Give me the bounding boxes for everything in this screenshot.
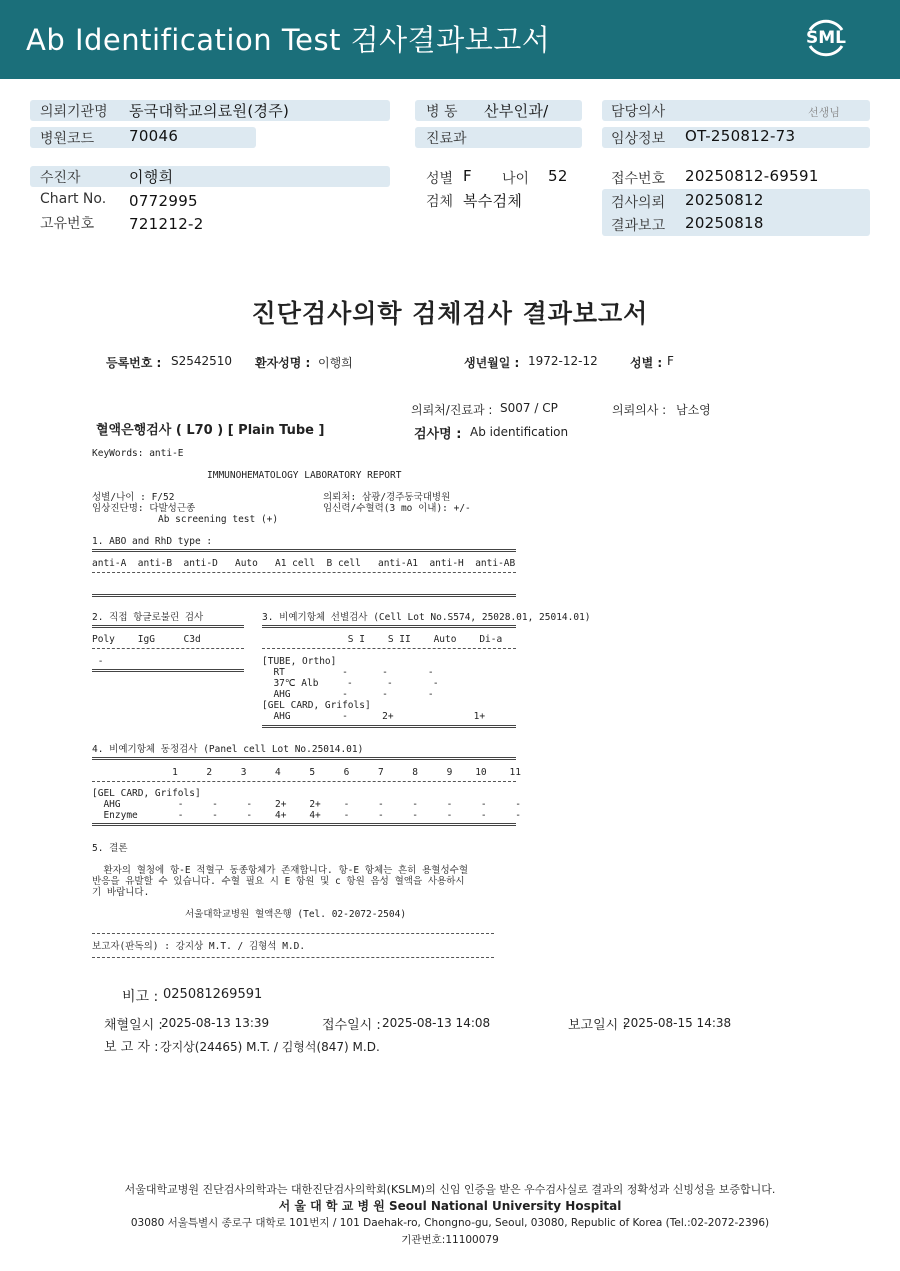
report-date-value: 20250818 (685, 214, 764, 232)
ward-label: 병 동 (426, 104, 458, 120)
collect-value: 2025-08-13 13:39 (161, 1016, 270, 1030)
sec3-row: [GEL CARD, Grifols] (262, 700, 371, 711)
report-date-label: 결과보고 (611, 218, 666, 234)
divider (92, 757, 516, 760)
sec2-header: Poly IgG C3d (92, 634, 201, 645)
page-title: Ab Identification Test 검사결과보고서 (26, 23, 551, 57)
divider (92, 549, 516, 552)
sec5-title: 5. 결론 (92, 843, 128, 854)
age-label: 나이 (502, 171, 530, 187)
reg-no-value: S2542510 (171, 354, 233, 368)
req-doctor-label: 의뢰의사 : (612, 403, 667, 417)
requester: 의뢰처: 삼광/경주동국대병원 (323, 492, 451, 503)
divider (262, 725, 516, 728)
sec2-value: - (92, 656, 104, 667)
doctor-label: 담당의사 (611, 104, 666, 120)
sec3-title: 3. 비예기항체 선별검사 (Cell Lot No.S574, 25028.01, 25014.01) (262, 612, 591, 623)
request-date-value: 20250812 (685, 191, 764, 209)
remark-value: 025081269591 (163, 987, 263, 1002)
pregnancy-history: 임신력/수혈력(3 mo 이내): +/- (323, 503, 471, 514)
dept-value: S007 / CP (500, 401, 558, 415)
report-time-value: 2025-08-15 14:38 (623, 1016, 732, 1030)
institution-value: 동국대학교의료원(경주) (129, 102, 290, 120)
dept-label: 의뢰처/진료과 : (411, 403, 493, 417)
req-doctor-value: 남소영 (676, 403, 711, 417)
patient-value: 이행희 (129, 168, 174, 186)
request-date-label: 검사의뢰 (611, 195, 666, 211)
divider (262, 625, 516, 628)
divider (92, 933, 494, 934)
header-bar (0, 0, 900, 79)
test-name-label: 검사명 : (414, 427, 462, 442)
address: 03080 서울특별시 종로구 대학로 101번지 / 101 Daehak-ro, Chongno-gu, Seoul, 03080, Republic of Korea (Tel.:02-2072-2396) (130, 1217, 770, 1229)
divider (92, 594, 516, 597)
divider (92, 648, 244, 649)
sec2-title: 2. 직접 항글로불린 검사 (92, 612, 204, 623)
sml-logo (802, 14, 850, 62)
report-sex-label: 성별 : (630, 356, 663, 370)
birth-value: 1972-12-12 (528, 354, 598, 368)
blood-bank: 서울대학교병원 혈액은행 (Tel. 02-2072-2504) (185, 909, 407, 920)
divider (262, 648, 516, 649)
clinical-info-value: OT-250812-73 (685, 127, 796, 145)
patient-label: 수진자 (40, 170, 81, 186)
divider (92, 957, 494, 958)
unique-no-label: 고유번호 (40, 216, 95, 232)
receipt-no-label: 접수번호 (611, 171, 666, 187)
specimen-label: 검체 (426, 194, 454, 210)
reporter-label: 보 고 자 : (104, 1040, 159, 1055)
receipt-no-value: 20250812-69591 (685, 167, 819, 185)
receipt-label: 접수일시 : (322, 1018, 381, 1033)
sec4-row: [GEL CARD, Grifols] (92, 788, 201, 799)
institution-label: 의뢰기관명 (40, 104, 108, 120)
sec4-title: 4. 비예기항체 동정검사 (Panel cell Lot No.25014.01) (92, 744, 364, 755)
sec4-row: Enzyme - - - 4+ 4+ - - - - - - (92, 810, 521, 821)
sex-label: 성별 (426, 171, 454, 187)
report-title: 진단검사의학 검체검사 결과보고서 (251, 299, 649, 328)
sec1-title: 1. ABO and RhD type : (92, 536, 213, 547)
test-group: 혈액은행검사 ( L70 ) [ Plain Tube ] (96, 423, 325, 438)
chart-no-label: Chart No. (40, 191, 107, 207)
sec3-row: RT - - - (262, 667, 434, 678)
divider (92, 781, 516, 782)
chart-no-value: 0772995 (129, 192, 198, 210)
conclusion-line: 기 바랍니다. (92, 887, 150, 898)
name-label: 환자성명 : (255, 356, 311, 370)
doctor-suffix: 선생님 (808, 106, 840, 119)
screening-result: Ab screening test (+) (158, 514, 279, 525)
report-time-label: 보고일시 : (568, 1018, 627, 1033)
hospital-code-value: 70046 (129, 127, 179, 145)
org-no: 기관번호:11100079 (401, 1234, 499, 1246)
clinical-info-label: 임상정보 (611, 131, 666, 147)
sex-age: 성별/나이 : F/52 (92, 492, 175, 503)
unique-no-value: 721212-2 (129, 215, 204, 233)
keywords: KeyWords: anti-E (92, 448, 184, 459)
conclusion-line: 환자의 혈청에 항-E 적혈구 동종항체가 존재합니다. 항-E 항체는 흔히 용혈성수혈 (92, 865, 468, 876)
department-label: 진료과 (426, 131, 467, 147)
reg-no-label: 등록번호 : (106, 356, 162, 370)
divider (92, 572, 516, 573)
sec3-row: 37℃ Alb - - - (262, 678, 439, 689)
name-value: 이행희 (318, 356, 353, 370)
receipt-value: 2025-08-13 14:08 (382, 1016, 491, 1030)
hospital-code-label: 병원코드 (40, 131, 95, 147)
conclusion-line: 반응을 유발할 수 있습니다. 수혈 필요 시 E 항원 및 c 항원 음성 혈액을 사용하시 (92, 876, 465, 887)
sec4-header: 1 2 3 4 5 6 7 8 9 10 11 (92, 767, 521, 778)
logo-text: SML (806, 28, 846, 48)
patient-row (30, 166, 390, 187)
sec3-row: [TUBE, Ortho] (262, 656, 337, 667)
sec1-header: anti-A anti-B anti-D Auto A1 cell B cell anti-A1 anti-H anti-AB (92, 558, 516, 569)
accreditation-notice: 서울대학교병원 진단검사의학과는 대한진단검사의학회(KSLM)의 신임 인증을 받은 우수검사실로 결과의 정확성과 신빙성을 보증합니다. (124, 1183, 776, 1196)
report-sex-value: F (667, 354, 674, 368)
test-name-value: Ab identification (470, 425, 569, 439)
lab-title: IMMUNOHEMATOLOGY LABORATORY REPORT (207, 470, 402, 481)
collect-label: 채혈일시 : (104, 1018, 163, 1033)
specimen-value: 복수검체 (463, 192, 523, 210)
birth-label: 생년월일 : (464, 356, 520, 370)
age-value: 52 (548, 167, 568, 185)
sec3-row: AHG - 2+ 1+ (262, 711, 486, 722)
ward-value: 산부인과/ (484, 102, 549, 120)
reporter-value: 강지상(24465) M.T. / 김형석(847) M.D. (160, 1040, 380, 1054)
divider (92, 823, 516, 826)
reporter-line: 보고자(판독의) : 강지상 M.T. / 김형석 M.D. (92, 941, 306, 952)
sec4-row: AHG - - - 2+ 2+ - - - - - - (92, 799, 521, 810)
divider (92, 625, 244, 628)
remark-label: 비고 : (122, 989, 159, 1005)
sec3-header: S I S II Auto Di-a (262, 634, 503, 645)
sex-value: F (463, 167, 472, 185)
sec3-row: AHG - - - (262, 689, 434, 700)
divider (92, 669, 244, 672)
diagnosis: 임상진단명: 다발성근종 (92, 503, 196, 514)
hospital-name: 서 울 대 학 교 병 원 Seoul National University Hospital (278, 1199, 622, 1213)
